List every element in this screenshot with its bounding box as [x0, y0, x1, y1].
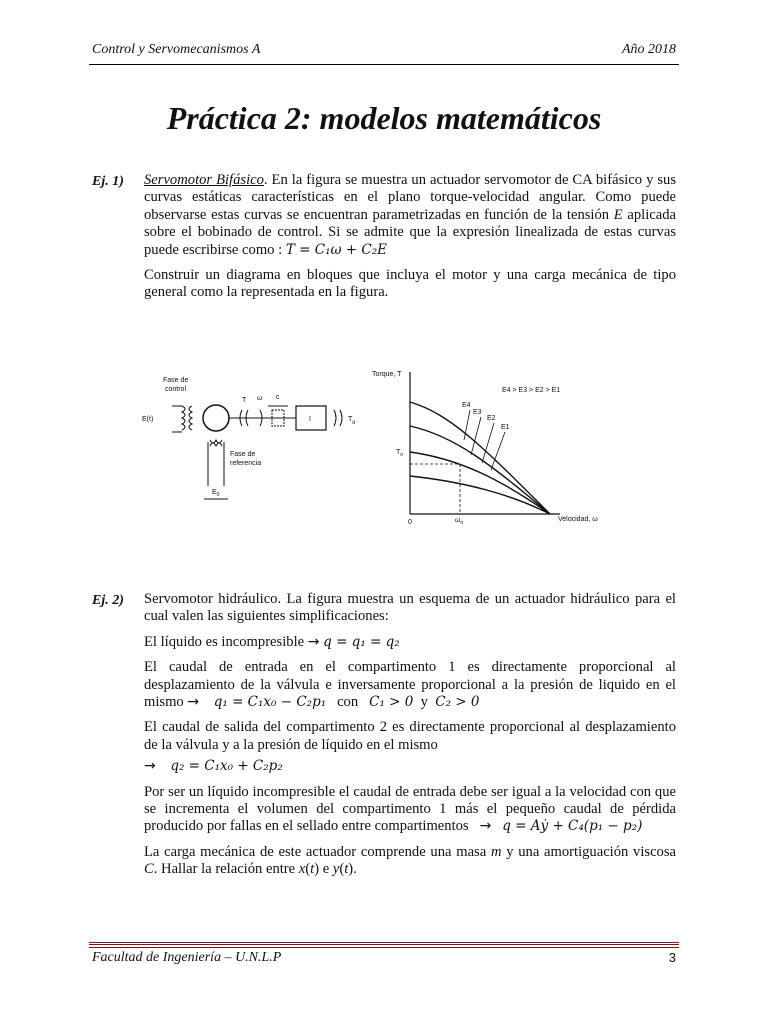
fig-origin: 0: [408, 519, 412, 526]
ej2-s5a: La carga mecánica de este actuador comprende una masa: [144, 843, 491, 860]
ej1-topic: Servomotor Bifásico: [144, 172, 264, 188]
ej2-m: m: [490, 843, 502, 860]
fig-fase-control-2: control: [165, 386, 187, 393]
fig-y-axis-label: Torque, T: [372, 371, 402, 378]
ej1-text1: . En la figura se muestra un actuador servomotor de CA bifásico y sus curvas estáticas características en el plano torque-velocidad angular. Como puede observarse estas curvas se encuentran parametrizadas en función de la tensión: [144, 172, 677, 223]
ej2-s5: La carga mecánica de este actuador comprende una masa m y una amortiguación viscosa C. Hallar la relación entre x(t) e y(t).: [144, 843, 677, 878]
fig-curve-pointers: [464, 410, 505, 470]
arrow-icon: →: [187, 694, 200, 711]
ej2-s5b: y una amortiguación viscosa: [501, 843, 677, 860]
ej2-s5d: e: [319, 861, 333, 878]
ej2-eq2c: C₂ > 0: [435, 694, 480, 711]
fig-curve-label: E2: [487, 415, 496, 422]
ej1-label: Ej. 1): [92, 174, 124, 189]
fig-fase-ref-1: Fase de: [230, 451, 256, 458]
ej1-E: E: [613, 206, 623, 223]
fig-fase-control-1: Fase de: [163, 377, 189, 384]
ej2-s2: [144, 659, 676, 711]
fig-w0-label: $\omega_o$: [455, 517, 464, 526]
fig-w-label: ω: [257, 395, 263, 402]
fig-t-label: T: [242, 397, 247, 404]
ej2-eq3: q₂ = C₁x₀ + C₂p₂: [170, 758, 283, 775]
fig-curve-label: E3: [473, 409, 482, 416]
ej2-eq2: q₁ = C₁x₀ − C₂p₁: [213, 694, 327, 711]
ej2-s1-text: El líquido es incompresible: [144, 633, 308, 650]
fig-x-axis-label: Velocidad, ω: [558, 516, 598, 523]
fig-t0-label: $T_o$: [396, 449, 404, 458]
footer-faculty: Facultad de Ingeniería – U.N.L.P: [92, 950, 282, 965]
fig-curve-e1: [410, 476, 550, 514]
ej2-eq1: q = q₁ = q₂: [323, 633, 400, 650]
servomotor-figure: [120, 354, 680, 544]
ej2-eq4: q = Aẏ + C₄(p₁ − p₂): [502, 818, 643, 835]
header-course: Control y Servomecanismos A: [92, 42, 261, 57]
fig-inertia-label: I: [309, 416, 311, 423]
ej1-body: [144, 172, 676, 310]
header-year: Año 2018: [621, 42, 676, 57]
footer-rule: [89, 942, 679, 948]
fig-load-torque-arrows: [334, 410, 342, 426]
fig-curve-e3: [410, 426, 550, 514]
fig-input-label: E(t): [142, 416, 154, 423]
ej2-y: y: [420, 694, 428, 711]
fig-fase-ref-2: referencia: [230, 460, 262, 467]
fig-control-coil-2: [189, 406, 192, 430]
ej2-s4: [144, 784, 676, 836]
fig-reference-coil: [210, 440, 222, 443]
ej2-con: con: [337, 694, 359, 711]
ej1-paragraph-2: Construir un diagrama en bloques que incluya el motor y una carga mecánica de tipo general como la representada en la figura.: [144, 267, 676, 301]
page-title: Práctica 2: modelos matemáticos: [166, 100, 602, 136]
fig-legend: E4 > E3 > E2 > E1: [502, 387, 561, 394]
ej2-eq2b: C₁ > 0: [369, 694, 414, 711]
fig-curve-label: E4: [462, 402, 471, 409]
ej2-body: [144, 591, 676, 887]
page-number: 3: [668, 950, 676, 965]
ej1-paragraph-1: [144, 172, 676, 259]
fig-rotor: [203, 405, 229, 431]
arrow-icon: →: [479, 818, 492, 835]
ej2-s3: El caudal de salida del compartimento 2 es directamente proporcional al desplazamiento de la válvula y a la presión de líquido en el mismo: [144, 719, 676, 753]
fig-td-label: $T_d$: [348, 416, 356, 426]
fig-reference-coil-2: [210, 443, 222, 446]
ej2-C: C: [144, 861, 154, 878]
fig-e0-label: $E_0$: [212, 489, 220, 498]
ej2-s4-text: Por ser un líquido incompresible el caudal de entrada debe ser igual a la velocidad con que se incrementa el volumen del compartimento 1 más el pequeño caudal de pérdida producido por fallas en el sellado entre compartimentos: [144, 783, 676, 835]
ej2-s3-eq: [144, 758, 676, 775]
arrow-icon: →: [307, 633, 320, 650]
ej2-s5c: . Hallar la relación entre: [153, 861, 299, 878]
ej2-label: Ej. 2): [92, 593, 124, 608]
fig-control-coil: [182, 406, 185, 430]
ej2-s1: [144, 634, 676, 651]
ej2-t2: t: [344, 861, 349, 878]
ej2-xt: x: [298, 861, 306, 878]
ej2-yt: y: [332, 861, 340, 878]
ej2-intro: Servomotor hidráulico. La figura muestra un esquema de un actuador hidráulico para el cual valen las siguientes simplificaciones:: [144, 591, 676, 625]
arrow-icon: →: [144, 758, 156, 775]
ej1-equation: T = C₁ω + C₂E: [285, 241, 387, 258]
ej2-s2-text: El caudal de entrada en el compartimento 1 es directamente proporcional al desplazamiento de la válvula e inversamente proporcional a la presión de liquido en el mismo: [144, 659, 676, 711]
ej1-text2: aplicada sobre el bobinado de control. Si se admite que la expresión linealizada de estas curvas puede escribirse como :: [144, 206, 676, 258]
fig-inertia-box: [296, 406, 326, 430]
fig-c-label: c: [276, 394, 280, 401]
header-rule: [89, 64, 679, 65]
ej2-t1: t: [310, 861, 315, 878]
fig-curve-label: E1: [501, 424, 510, 431]
